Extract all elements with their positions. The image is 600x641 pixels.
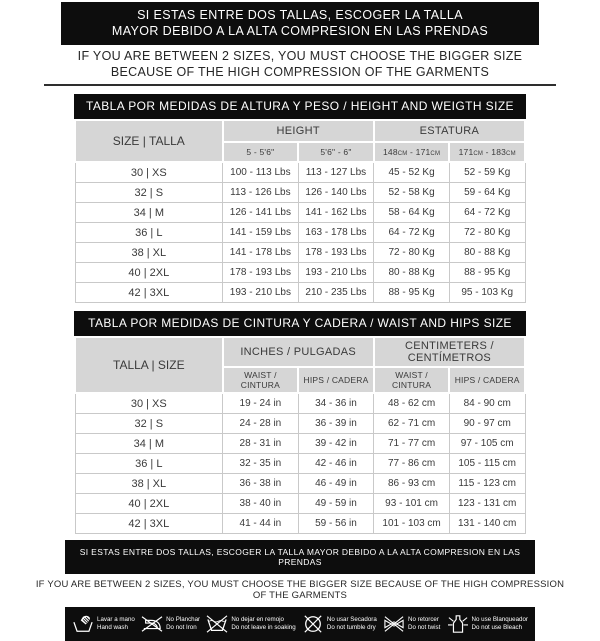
value-cell: 126 - 141 Lbs	[223, 203, 299, 223]
bottom-banner-spanish: SI ESTAS ENTRE DOS TALLAS, ESCOGER LA TALLA MAYOR DEBIDO A LA ALTA COMPRESION EN LAS PRENDAS	[65, 540, 535, 574]
value-cell: 80 - 88 Kg	[449, 243, 525, 263]
size-cell: 42 | 3XL	[75, 514, 223, 534]
centimeters-group-header: CENTIMETERS / CENTÍMETROS	[374, 337, 525, 367]
care-item-do-not-tumble-dry	[302, 614, 377, 634]
height-weight-table-body	[75, 162, 525, 303]
value-cell: 141 - 159 Lbs	[223, 223, 299, 243]
value-cell: 58 - 64 Kg	[374, 203, 450, 223]
table-row	[75, 454, 525, 474]
value-cell: 126 - 140 Lbs	[298, 183, 374, 203]
do-not-iron-icon	[141, 614, 163, 634]
value-cell: 131 - 140 cm	[449, 514, 525, 534]
height-range1-header: 5 - 5'6"	[223, 142, 299, 162]
value-cell: 105 - 115 cm	[449, 454, 525, 474]
value-cell: 36 - 39 in	[298, 414, 374, 434]
value-cell: 52 - 59 Kg	[449, 162, 525, 183]
do-not-tumble-dry-icon	[302, 614, 324, 634]
height-weight-table	[74, 119, 526, 303]
care-label-es: Lavar a mano	[97, 616, 135, 623]
table-row	[75, 162, 525, 183]
top-banner-english-line1: IF YOU ARE BETWEEN 2 SIZES, YOU MUST CHOOSE THE BIGGER SIZE	[77, 49, 523, 63]
table-row	[75, 393, 525, 414]
value-cell: 113 - 127 Lbs	[298, 162, 374, 183]
value-cell: 113 - 126 Lbs	[223, 183, 299, 203]
estatura-group-header: ESTATURA	[374, 120, 525, 142]
height-group-header: HEIGHT	[223, 120, 374, 142]
care-label-es: No use Blanqueador	[471, 616, 528, 623]
top-banner-spanish	[61, 2, 539, 45]
talla-size-header: TALLA | SIZE	[75, 337, 223, 393]
value-cell: 141 - 178 Lbs	[223, 243, 299, 263]
do-not-bleach-icon	[447, 614, 469, 634]
care-label-en: Hand wash	[97, 624, 128, 631]
value-cell: 64 - 72 Kg	[449, 203, 525, 223]
care-instructions-bar	[65, 607, 535, 641]
size-cell: 38 | XL	[75, 474, 223, 494]
size-cell: 30 | XS	[75, 393, 223, 414]
care-label-en: Do not use Bleach	[471, 624, 523, 631]
care-label-en: Do not twist	[407, 624, 441, 631]
table-row	[75, 494, 525, 514]
value-cell: 193 - 210 Lbs	[298, 263, 374, 283]
value-cell: 46 - 49 in	[298, 474, 374, 494]
care-label-es: No Planchar	[166, 616, 201, 623]
care-label-es: No retorcer	[407, 616, 439, 623]
table-row	[75, 474, 525, 494]
table-row	[75, 434, 525, 454]
table-row	[75, 223, 525, 243]
estatura-range2-header: 171cm - 183cm	[449, 142, 525, 162]
value-cell: 59 - 56 in	[298, 514, 374, 534]
hand-wash-icon	[72, 614, 94, 634]
inches-group-header: INCHES / PULGADAS	[223, 337, 374, 367]
size-cell: 40 | 2XL	[75, 263, 223, 283]
care-item-do-not-wring	[383, 614, 440, 634]
estatura-range1-header: 148cm - 171cm	[374, 142, 450, 162]
value-cell: 193 - 210 Lbs	[223, 283, 299, 303]
care-item-hand-wash	[72, 614, 135, 634]
value-cell: 72 - 80 Kg	[449, 223, 525, 243]
waist-hips-table-title: TABLA POR MEDIDAS DE CINTURA Y CADERA / WAIST AND HIPS SIZE	[74, 311, 526, 336]
table-row	[75, 514, 525, 534]
table-row	[75, 263, 525, 283]
size-cell: 34 | M	[75, 203, 223, 223]
size-cell: 38 | XL	[75, 243, 223, 263]
care-label	[327, 616, 377, 632]
top-banner-spanish-line1: SI ESTAS ENTRE DOS TALLAS, ESCOGER LA TALLA	[137, 8, 463, 22]
waist-hips-table-header	[75, 337, 525, 393]
top-banner-english-line2: BECAUSE OF THE HIGH COMPRESSION OF THE GARMENTS	[110, 65, 490, 79]
height-range2-header: 5'6" - 6"	[298, 142, 374, 162]
value-cell: 101 - 103 cm	[374, 514, 450, 534]
size-cell: 40 | 2XL	[75, 494, 223, 514]
value-cell: 72 - 80 Kg	[374, 243, 450, 263]
value-cell: 93 - 101 cm	[374, 494, 450, 514]
waist-hips-table	[74, 336, 526, 534]
value-cell: 141 - 162 Lbs	[298, 203, 374, 223]
care-item-do-not-soak	[206, 614, 295, 634]
value-cell: 41 - 44 in	[223, 514, 299, 534]
value-cell: 100 - 113 Lbs	[223, 162, 299, 183]
care-label-es: No dejar en remojo	[231, 616, 284, 623]
size-cell: 42 | 3XL	[75, 283, 223, 303]
value-cell: 97 - 105 cm	[449, 434, 525, 454]
value-cell: 59 - 64 Kg	[449, 183, 525, 203]
care-item-do-not-bleach	[447, 614, 528, 634]
top-banner-english	[44, 45, 556, 86]
value-cell: 80 - 88 Kg	[374, 263, 450, 283]
care-label-es: No usar Secadora	[326, 616, 377, 623]
value-cell: 62 - 71 cm	[374, 414, 450, 434]
value-cell: 42 - 46 in	[298, 454, 374, 474]
do-not-wring-icon	[383, 614, 405, 634]
care-label	[231, 616, 295, 632]
hips-cm-header: HIPS / CADERA	[449, 367, 525, 393]
waist-inches-header: WAIST / CINTURA	[223, 367, 299, 393]
do-not-soak-icon	[206, 614, 228, 634]
waist-hips-table-body	[75, 393, 525, 534]
value-cell: 49 - 59 in	[298, 494, 374, 514]
value-cell: 90 - 97 cm	[449, 414, 525, 434]
care-label-en: Do not Iron	[166, 624, 197, 631]
value-cell: 123 - 131 cm	[449, 494, 525, 514]
bottom-banner-english: IF YOU ARE BETWEEN 2 SIZES, YOU MUST CHOOSE THE BIGGER SIZE BECAUSE OF THE HIGH COMPRESSION OF THE GARMENTS	[35, 579, 565, 601]
value-cell: 28 - 31 in	[223, 434, 299, 454]
value-cell: 86 - 93 cm	[374, 474, 450, 494]
value-cell: 19 - 24 in	[223, 393, 299, 414]
value-cell: 34 - 36 in	[298, 393, 374, 414]
size-cell: 36 | L	[75, 223, 223, 243]
value-cell: 84 - 90 cm	[449, 393, 525, 414]
value-cell: 45 - 52 Kg	[374, 162, 450, 183]
size-cell: 30 | XS	[75, 162, 223, 183]
size-cell: 32 | S	[75, 183, 223, 203]
height-weight-table-header	[75, 120, 525, 162]
care-label-en: Do not tumble dry	[326, 624, 376, 631]
care-label	[97, 616, 135, 632]
care-label	[472, 616, 528, 632]
value-cell: 88 - 95 Kg	[374, 283, 450, 303]
waist-hips-section	[74, 311, 526, 534]
value-cell: 36 - 38 in	[223, 474, 299, 494]
value-cell: 32 - 35 in	[223, 454, 299, 474]
value-cell: 77 - 86 cm	[374, 454, 450, 474]
value-cell: 71 - 77 cm	[374, 434, 450, 454]
height-weight-section	[74, 94, 526, 303]
size-cell: 34 | M	[75, 434, 223, 454]
value-cell: 48 - 62 cm	[374, 393, 450, 414]
value-cell: 178 - 193 Lbs	[223, 263, 299, 283]
waist-cm-header: WAIST / CINTURA	[374, 367, 450, 393]
value-cell: 210 - 235 Lbs	[298, 283, 374, 303]
value-cell: 24 - 28 in	[223, 414, 299, 434]
table-row	[75, 283, 525, 303]
value-cell: 52 - 58 Kg	[374, 183, 450, 203]
value-cell: 95 - 103 Kg	[449, 283, 525, 303]
care-label-en: Do not leave in soaking	[231, 624, 296, 631]
value-cell: 64 - 72 Kg	[374, 223, 450, 243]
value-cell: 88 - 95 Kg	[449, 263, 525, 283]
value-cell: 163 - 178 Lbs	[298, 223, 374, 243]
value-cell: 38 - 40 in	[223, 494, 299, 514]
care-label	[166, 616, 200, 632]
height-weight-table-title: TABLA POR MEDIDAS DE ALTURA Y PESO / HEIGHT AND WEIGTH SIZE	[74, 94, 526, 119]
value-cell: 178 - 193 Lbs	[298, 243, 374, 263]
care-item-do-not-iron	[141, 614, 200, 634]
hips-inches-header: HIPS / CADERA	[298, 367, 374, 393]
table-row	[75, 243, 525, 263]
table-row	[75, 203, 525, 223]
value-cell: 115 - 123 cm	[449, 474, 525, 494]
table-row	[75, 414, 525, 434]
size-cell: 32 | S	[75, 414, 223, 434]
table-row	[75, 183, 525, 203]
size-cell: 36 | L	[75, 454, 223, 474]
size-talla-header: SIZE | TALLA	[75, 120, 223, 162]
top-banner-spanish-line2: MAYOR DEBIDO A LA ALTA COMPRESION EN LAS PRENDAS	[111, 24, 489, 38]
value-cell: 39 - 42 in	[298, 434, 374, 454]
care-label	[408, 616, 440, 632]
